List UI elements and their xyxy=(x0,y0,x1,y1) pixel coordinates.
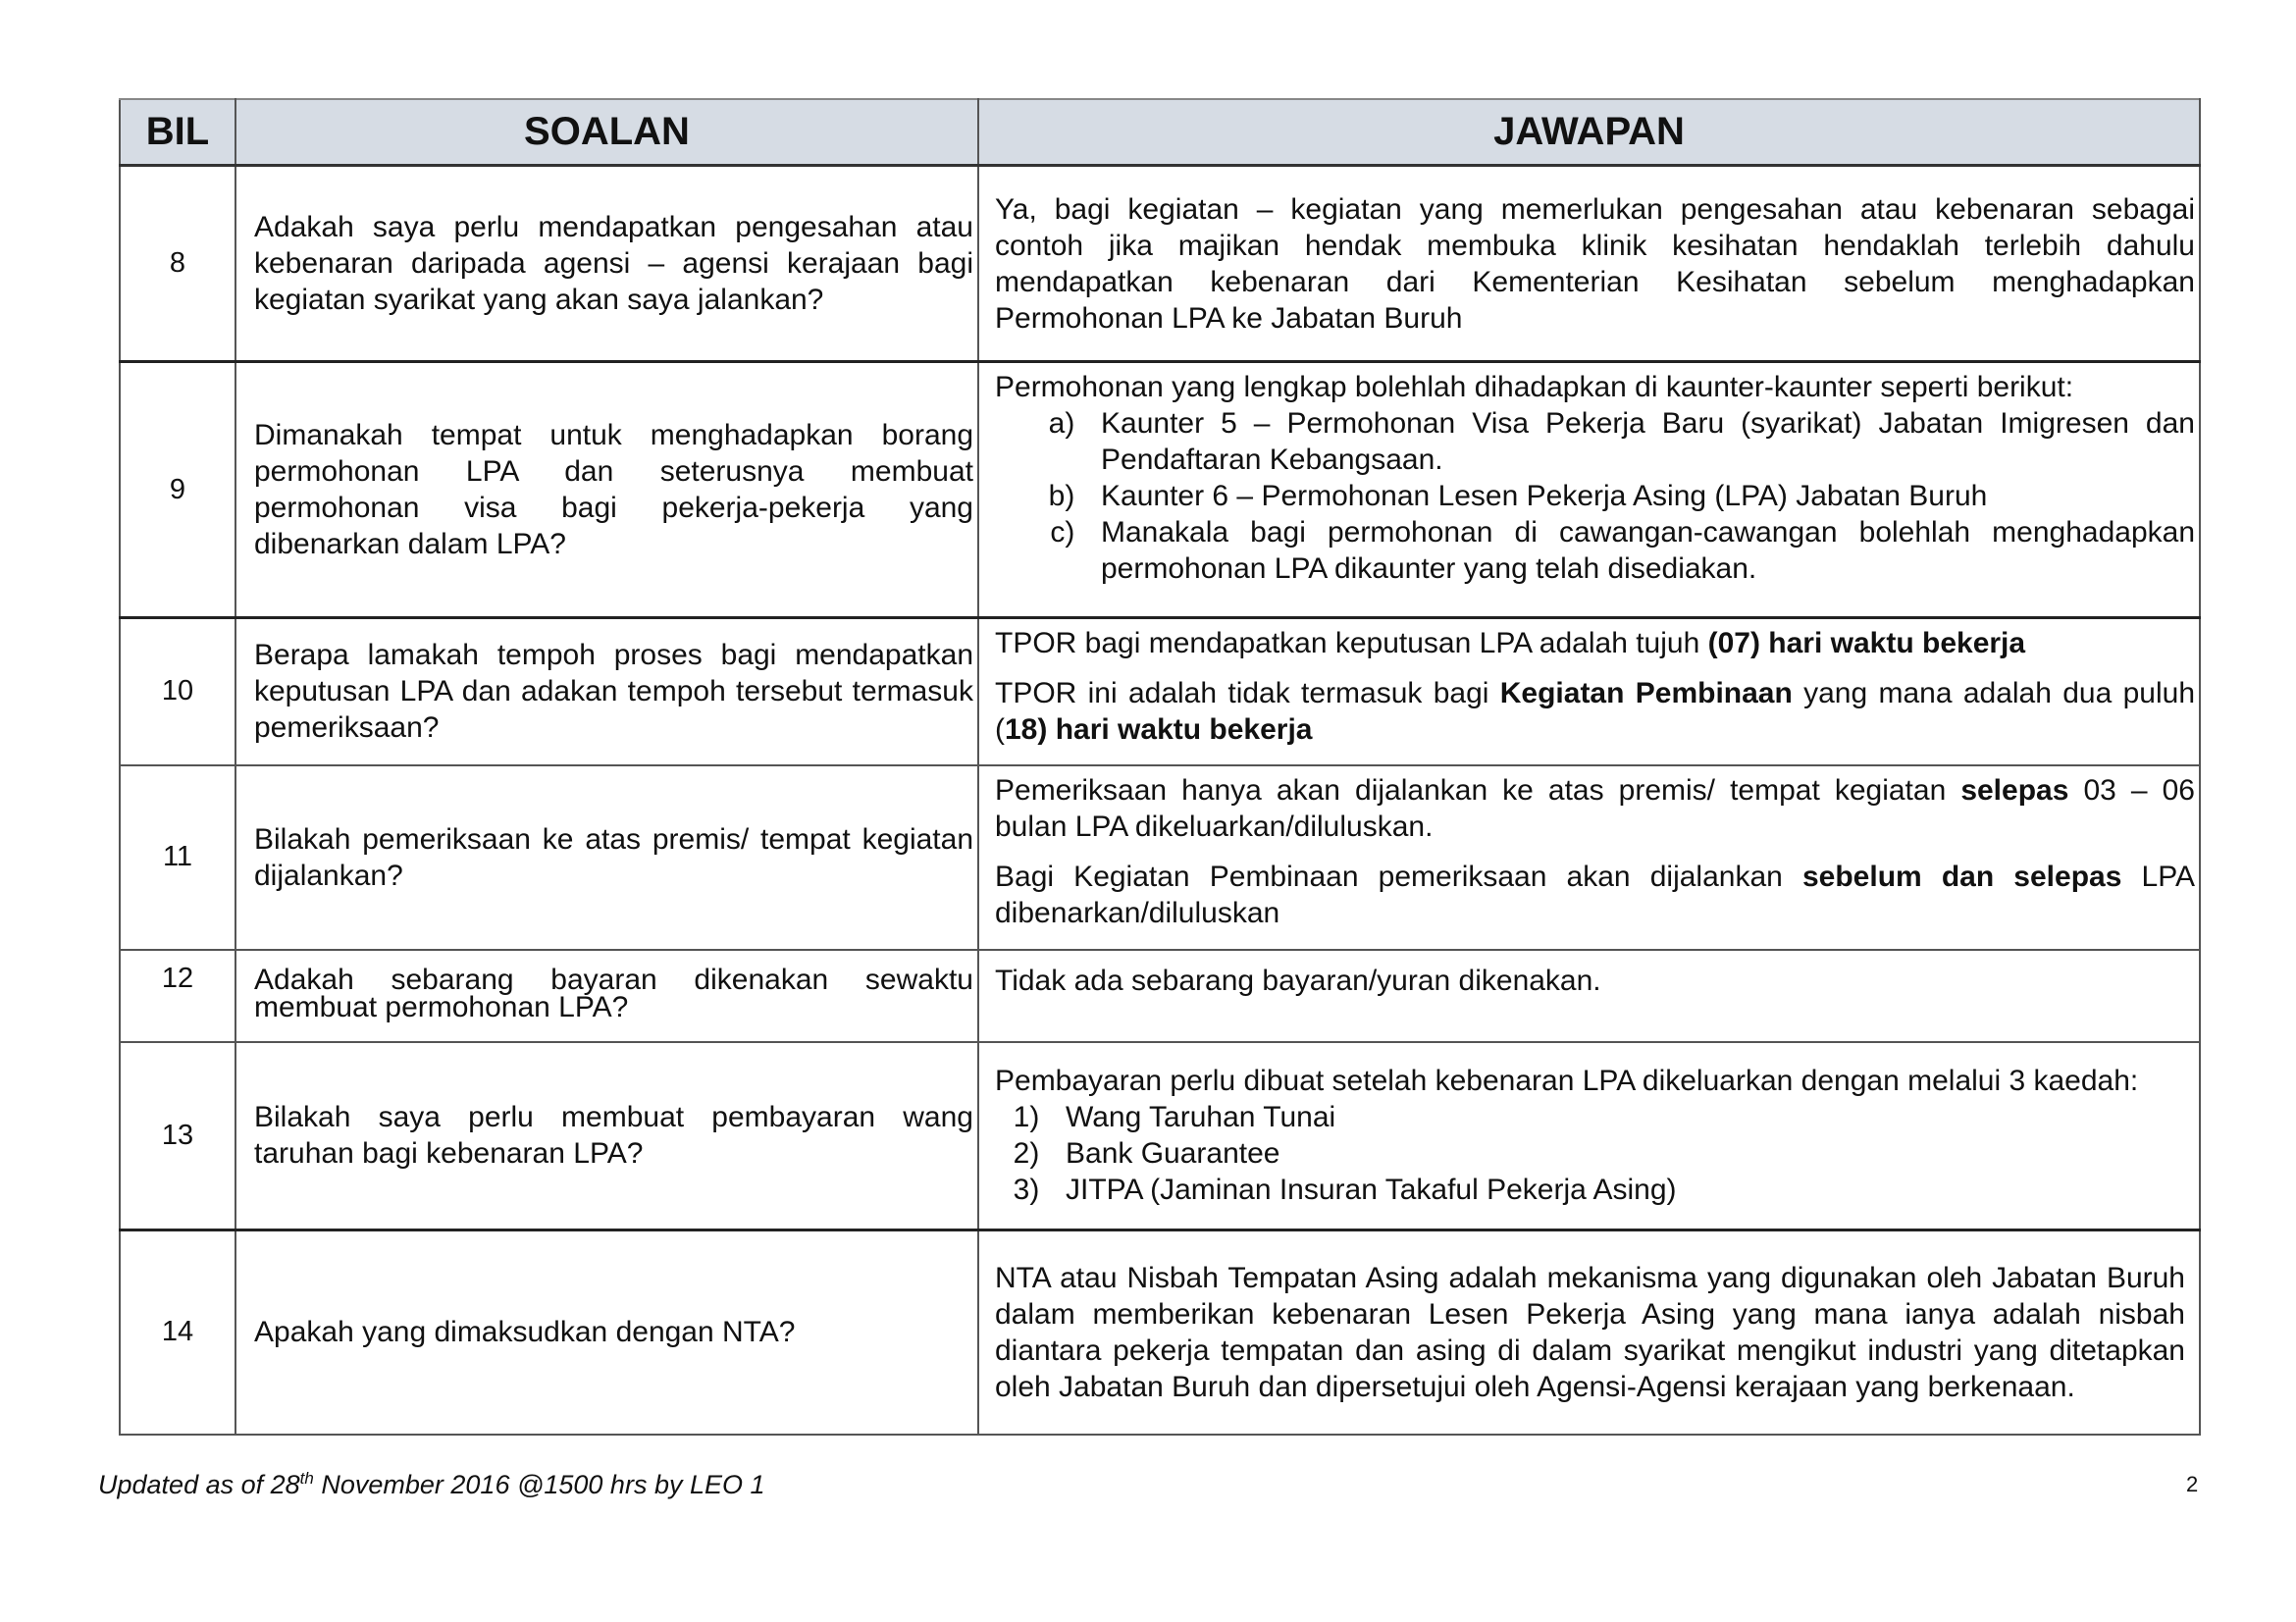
answer-cell xyxy=(978,1230,2200,1435)
faq-table xyxy=(119,98,2201,1436)
answer-intro: Permohonan yang lengkap bolehlah dihadapkan di kaunter-kaunter seperti berikut: xyxy=(995,371,2074,403)
answer-cell xyxy=(978,362,2200,618)
answer-emphasis: selepas xyxy=(1960,773,2069,807)
list-item: 3. JITPA (Jaminan Insuran Takaful Pekerja Asing) xyxy=(1056,1172,2195,1208)
list-item: a. Kaunter 5 – Permohonan Visa Pekerja Baru (syarikat) Jabatan Imigresen dan Pendaftaran Kebangsaan. xyxy=(1091,405,2195,478)
answer-text: Pemeriksaan hanya akan dijalankan ke atas premis/ tempat kegiatan xyxy=(995,773,1961,807)
header-jawapan: JAWAPAN xyxy=(978,99,2200,166)
question-cell: Berapa lamakah tempoh proses bagi mendapatkan keputusan LPA dan adakan tempoh tersebut termasuk pemeriksaan? xyxy=(235,618,978,765)
question-cell: Dimanakah tempat untuk menghadapkan borang permohonan LPA dan seterusnya membuat permohonan visa bagi pekerja-pekerja yang dibenarkan dalam LPA? xyxy=(235,362,978,618)
answer-emphasis: sebelum dan selepas xyxy=(1801,860,2122,893)
answer-text: Bagi Kegiatan Pembinaan pemeriksaan akan dijalankan xyxy=(995,860,1802,893)
row-number: 12 xyxy=(120,950,235,1042)
answer-text: 03 – 06 bulan LPA dikeluarkan/diluluskan. xyxy=(995,773,2195,843)
answer-paragraph xyxy=(995,772,2195,845)
answer-text: yang mana adalah dua puluh ( xyxy=(995,677,2195,746)
answer-cell xyxy=(978,618,2200,765)
list-item: b. Kaunter 6 – Permohonan Lesen Pekerja Asing (LPA) Jabatan Buruh xyxy=(1091,478,2195,514)
footer-update-note xyxy=(98,1469,765,1500)
list-item: 2. Bank Guarantee xyxy=(1056,1135,2195,1172)
table-row xyxy=(120,1042,2200,1230)
answer-cell xyxy=(978,166,2200,362)
answer-cell xyxy=(978,950,2200,1042)
row-number: 9 xyxy=(120,362,235,618)
table-row xyxy=(120,166,2200,362)
question-cell: Adakah saya perlu mendapatkan pengesahan atau kebenaran daripada agensi – agensi kerajaan bagi kegiatan syarikat yang akan saya jalankan? xyxy=(235,166,978,362)
table-row xyxy=(120,618,2200,765)
answer-emphasis: Kegiatan Pembinaan xyxy=(1499,677,1793,709)
answer-emphasis: (07) hari waktu bekerja xyxy=(1707,627,2026,659)
table-row xyxy=(120,362,2200,618)
page-number: 2 xyxy=(2186,1472,2199,1496)
footer-superscript: th xyxy=(299,1469,314,1488)
answer-cell xyxy=(978,1042,2200,1230)
answer-paragraph xyxy=(995,625,2195,661)
question-cell: Bilakah saya perlu membuat pembayaran wang taruhan bagi kebenaran LPA? xyxy=(235,1042,978,1230)
answer-text: Ya, bagi kegiatan – kegiatan yang memerlukan pengesahan atau kebenaran sebagai contoh jika majikan hendak membuka klinik kesihatan hendaklah terlebih dahulu mendapatkan kebenaran dari Kementerian Kesihatan sebelum menghadapkan Permohonan LPA ke Jabatan Buruh xyxy=(995,192,2195,335)
row-number: 14 xyxy=(120,1230,235,1435)
table-header-row xyxy=(120,99,2200,166)
table-row xyxy=(120,950,2200,1042)
footer-prefix: Updated as of 28 xyxy=(98,1470,300,1499)
row-number: 13 xyxy=(120,1042,235,1230)
answer-text: NTA atau Nisbah Tempatan Asing adalah mekanisma yang digunakan oleh Jabatan Buruh dalam memberikan kebenaran Lesen Pekerja Asing yang mana ianya adalah nisbah diantara pekerja tempatan dan asing di dalam syarikat mengikut industri yang ditetapkan oleh Jabatan Buruh dan dipersetujui oleh Agensi-Agensi kerajaan yang berkenaan. xyxy=(995,1261,2185,1403)
list-item: 1. Wang Taruhan Tunai xyxy=(1056,1099,2195,1135)
header-bil: BIL xyxy=(120,99,235,166)
answer-list xyxy=(995,405,2195,587)
answer-text: Tidak ada sebarang bayaran/yuran dikenakan. xyxy=(995,964,1601,997)
answer-text: TPOR bagi mendapatkan keputusan LPA adalah tujuh xyxy=(995,627,1708,659)
row-number: 8 xyxy=(120,166,235,362)
answer-emphasis: 18) hari waktu bekerja xyxy=(1005,713,1313,746)
question-cell: Adakah sebarang bayaran dikenakan sewaktu membuat permohonan LPA? xyxy=(235,950,978,1042)
row-number: 11 xyxy=(120,765,235,950)
table-row xyxy=(120,765,2200,950)
question-cell: Apakah yang dimaksudkan dengan NTA? xyxy=(235,1230,978,1435)
answer-text: LPA dibenarkan/diluluskan xyxy=(995,860,2196,929)
answer-intro: Pembayaran perlu dibuat setelah kebenaran LPA dikeluarkan dengan melalui 3 kaedah: xyxy=(995,1065,2139,1098)
answer-list xyxy=(995,1099,2195,1208)
row-number: 10 xyxy=(120,618,235,765)
answer-paragraph xyxy=(995,675,2195,748)
header-soalan: SOALAN xyxy=(235,99,978,166)
list-item: c. Manakala bagi permohonan di cawangan-cawangan bolehlah menghadapkan permohonan LPA dikaunter yang telah disediakan. xyxy=(1091,514,2195,587)
table-row xyxy=(120,1230,2200,1435)
answer-paragraph xyxy=(995,859,2195,931)
answer-text: TPOR ini adalah tidak termasuk bagi xyxy=(995,677,1500,709)
question-cell: Bilakah pemeriksaan ke atas premis/ tempat kegiatan dijalankan? xyxy=(235,765,978,950)
footer-suffix: November 2016 @1500 hrs by LEO 1 xyxy=(313,1470,765,1499)
answer-cell xyxy=(978,765,2200,950)
